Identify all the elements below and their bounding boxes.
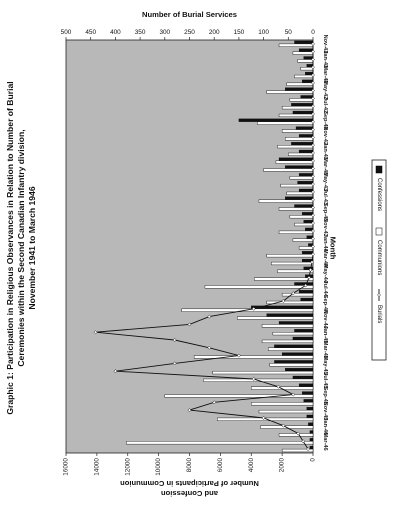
legend-swatch <box>376 228 382 235</box>
communions-bar <box>277 145 313 148</box>
month-tick-label: Mar-45 <box>322 340 328 359</box>
confessions-bar <box>310 446 313 449</box>
title-line-1: Graphic 1: Participation in Religious Observances in Relation to Number of Burial <box>5 81 15 415</box>
communions-bar <box>273 332 313 335</box>
burial-tick-label: 50 <box>284 29 292 36</box>
communions-bar <box>277 270 313 273</box>
confessions-bar <box>296 127 313 130</box>
communions-bar <box>264 169 313 172</box>
burial-tick-label: 500 <box>60 29 72 36</box>
communions-bar <box>262 340 313 343</box>
month-tick-label: Nov-42 <box>322 126 328 146</box>
confessions-bar <box>279 158 313 161</box>
confessions-bar <box>294 283 313 286</box>
legend-label: Confessions <box>376 178 382 212</box>
confessions-bar <box>282 353 313 356</box>
communions-bar <box>290 176 313 179</box>
month-tick-label: Jul-42 <box>322 96 328 114</box>
communions-bar <box>279 208 313 211</box>
confessions-bar <box>294 41 313 44</box>
confessions-bar <box>304 399 313 402</box>
confessions-bar <box>301 95 313 98</box>
participants-axis-label <box>120 479 259 498</box>
communions-bar <box>294 75 313 78</box>
participants-tick-label: 2000 <box>278 458 286 473</box>
communions-bar <box>290 215 313 218</box>
participants-axis-label-line-2: and Confession <box>161 489 218 498</box>
communions-bar <box>237 317 313 320</box>
confessions-bar <box>302 251 313 254</box>
month-tick-label: May-45 <box>322 355 328 375</box>
communions-bar <box>259 410 313 413</box>
confessions-bar <box>310 438 313 441</box>
month-tick-label: Mar-43 <box>322 157 328 176</box>
communions-bar <box>293 52 313 55</box>
confessions-bar <box>294 205 313 208</box>
confessions-bar <box>274 360 313 363</box>
confessions-bar <box>307 415 313 418</box>
communions-bar <box>259 200 313 203</box>
participants-tick-label: 6000 <box>216 458 224 473</box>
month-tick-label: Jul-44 <box>322 280 328 297</box>
communions-bar <box>268 348 313 351</box>
month-tick-label: Jan-45 <box>322 325 328 344</box>
communions-bar <box>301 67 313 70</box>
burial-tick-label: 0 <box>311 29 315 36</box>
communions-bar <box>126 441 313 444</box>
participants-tick-label: 14000 <box>93 458 101 476</box>
confessions-bar <box>307 407 313 410</box>
month-ticks <box>322 35 328 451</box>
confessions-bar <box>299 384 313 387</box>
communions-bar <box>285 137 313 140</box>
participants-tick-label: 0 <box>309 458 317 462</box>
communions-bar <box>262 324 313 327</box>
confessions-bar <box>293 111 313 114</box>
confessions-bar <box>299 189 313 192</box>
month-tick-label: Sep-42 <box>322 111 328 130</box>
title-line-3: November 1941 to March 1946 <box>27 186 37 310</box>
communions-bar <box>276 161 313 164</box>
confessions-bar <box>299 49 313 52</box>
month-tick-label: May-43 <box>322 172 328 192</box>
legend-label: Burials <box>376 305 382 324</box>
participants-tick-label: 12000 <box>124 458 132 476</box>
month-tick-label: May-42 <box>322 80 328 100</box>
confessions-bar <box>299 173 313 176</box>
burial-axis-label: Number of Burial Services <box>142 10 237 19</box>
month-tick-label: Sep-44 <box>322 294 328 314</box>
communions-bar <box>271 262 313 265</box>
legend-label: Communions <box>376 240 382 276</box>
confessions-bar <box>299 150 313 153</box>
confessions-bar <box>294 329 313 332</box>
confessions-bar <box>299 290 313 293</box>
burial-tick-label: 450 <box>85 29 97 36</box>
confessions-bar <box>285 368 313 371</box>
communions-bar <box>299 247 313 250</box>
communions-bar <box>294 223 313 226</box>
communions-bar <box>279 114 313 117</box>
confessions-bar <box>304 57 313 60</box>
burial-tick-label: 100 <box>258 29 269 36</box>
communions-bar <box>270 363 313 366</box>
chart-title <box>5 81 37 414</box>
communions-bar <box>267 91 313 94</box>
legend-swatch <box>376 166 382 173</box>
legend <box>372 160 386 360</box>
participants-axis-label-line-1: Number of Participants in Communion <box>120 479 259 488</box>
communions-bar <box>298 59 313 62</box>
confessions-bar <box>239 119 313 122</box>
confessions-bar <box>267 314 313 317</box>
burial-tick-label: 150 <box>233 29 245 36</box>
communions-bar <box>257 122 313 125</box>
confessions-bar <box>302 392 313 395</box>
communions-bar <box>194 356 313 359</box>
confessions-bar <box>279 321 313 324</box>
plot-area <box>66 40 313 453</box>
communions-bar <box>251 402 313 405</box>
month-tick-label: Jan-46 <box>322 417 328 436</box>
month-tick-label: Mar-46 <box>322 432 328 451</box>
confessions-bar <box>302 212 313 215</box>
participants-tick-label: 16000 <box>62 458 70 476</box>
communions-bar <box>213 371 313 374</box>
burial-axis-ticks <box>61 29 316 40</box>
communions-bar <box>287 192 313 195</box>
communions-bar <box>282 130 313 133</box>
confessions-bar <box>291 103 313 106</box>
month-tick-label: Mar-42 <box>322 65 328 84</box>
communions-bar <box>254 278 313 281</box>
burial-tick-label: 200 <box>208 29 220 36</box>
confessions-bar <box>285 88 313 91</box>
confessions-bar <box>293 337 313 340</box>
burial-tick-label: 250 <box>184 29 195 36</box>
communions-bar <box>279 434 313 437</box>
communions-bar <box>287 83 313 86</box>
month-tick-label: Jul-43 <box>322 188 328 205</box>
confessions-bar <box>299 134 313 137</box>
month-tick-label: Nov-41 <box>322 34 328 54</box>
communions-bar <box>282 293 313 296</box>
month-tick-label: Jan-43 <box>322 142 328 160</box>
month-tick-label: Nov-43 <box>322 218 328 237</box>
burial-tick-label: 300 <box>159 29 171 36</box>
month-tick-label: Jan-44 <box>322 233 328 252</box>
communions-bar <box>205 285 313 288</box>
month-tick-label: Sep-45 <box>322 386 328 405</box>
month-tick-label: May-44 <box>322 263 328 283</box>
month-tick-label: Sep-43 <box>322 202 328 222</box>
participants-tick-label: 8000 <box>186 458 193 473</box>
communions-bar <box>288 153 313 156</box>
confessions-bar <box>308 423 313 426</box>
confessions-bar <box>285 166 313 169</box>
participants-tick-label: 4000 <box>247 458 255 473</box>
communions-bar <box>281 184 313 187</box>
confessions-bar <box>293 376 313 379</box>
month-tick-label: Mar-44 <box>322 249 328 268</box>
confessions-bar <box>310 431 313 434</box>
communions-bar <box>279 44 313 47</box>
month-tick-label: Jan-42 <box>322 50 328 69</box>
communions-bar <box>290 98 313 101</box>
participants-axis-ticks <box>63 453 317 476</box>
month-tick-label: Nov-44 <box>322 309 328 329</box>
burial-axis <box>61 10 316 40</box>
burial-tick-label: 400 <box>110 29 121 36</box>
confessions-bar <box>304 220 313 223</box>
participants-axis <box>63 453 317 498</box>
communions-bar <box>279 231 313 234</box>
communions-bar <box>293 239 313 242</box>
title-line-2: Ceremonies within the Second Canadian Infantry division, <box>16 129 26 367</box>
confessions-bar <box>301 298 313 301</box>
confessions-bar <box>274 345 313 348</box>
communions-bar <box>282 106 313 109</box>
month-tick-label: Nov-45 <box>322 401 328 421</box>
confessions-bar <box>302 80 313 83</box>
confessions-bar <box>285 197 313 200</box>
confessions-bar <box>298 181 313 184</box>
confessions-bar <box>291 142 313 145</box>
burial-tick-label: 350 <box>134 29 146 36</box>
month-axis-label: Month <box>328 236 338 260</box>
communions-bar <box>267 254 313 257</box>
month-tick-label: Jul-45 <box>322 372 328 389</box>
participants-tick-label: 10000 <box>155 458 163 476</box>
